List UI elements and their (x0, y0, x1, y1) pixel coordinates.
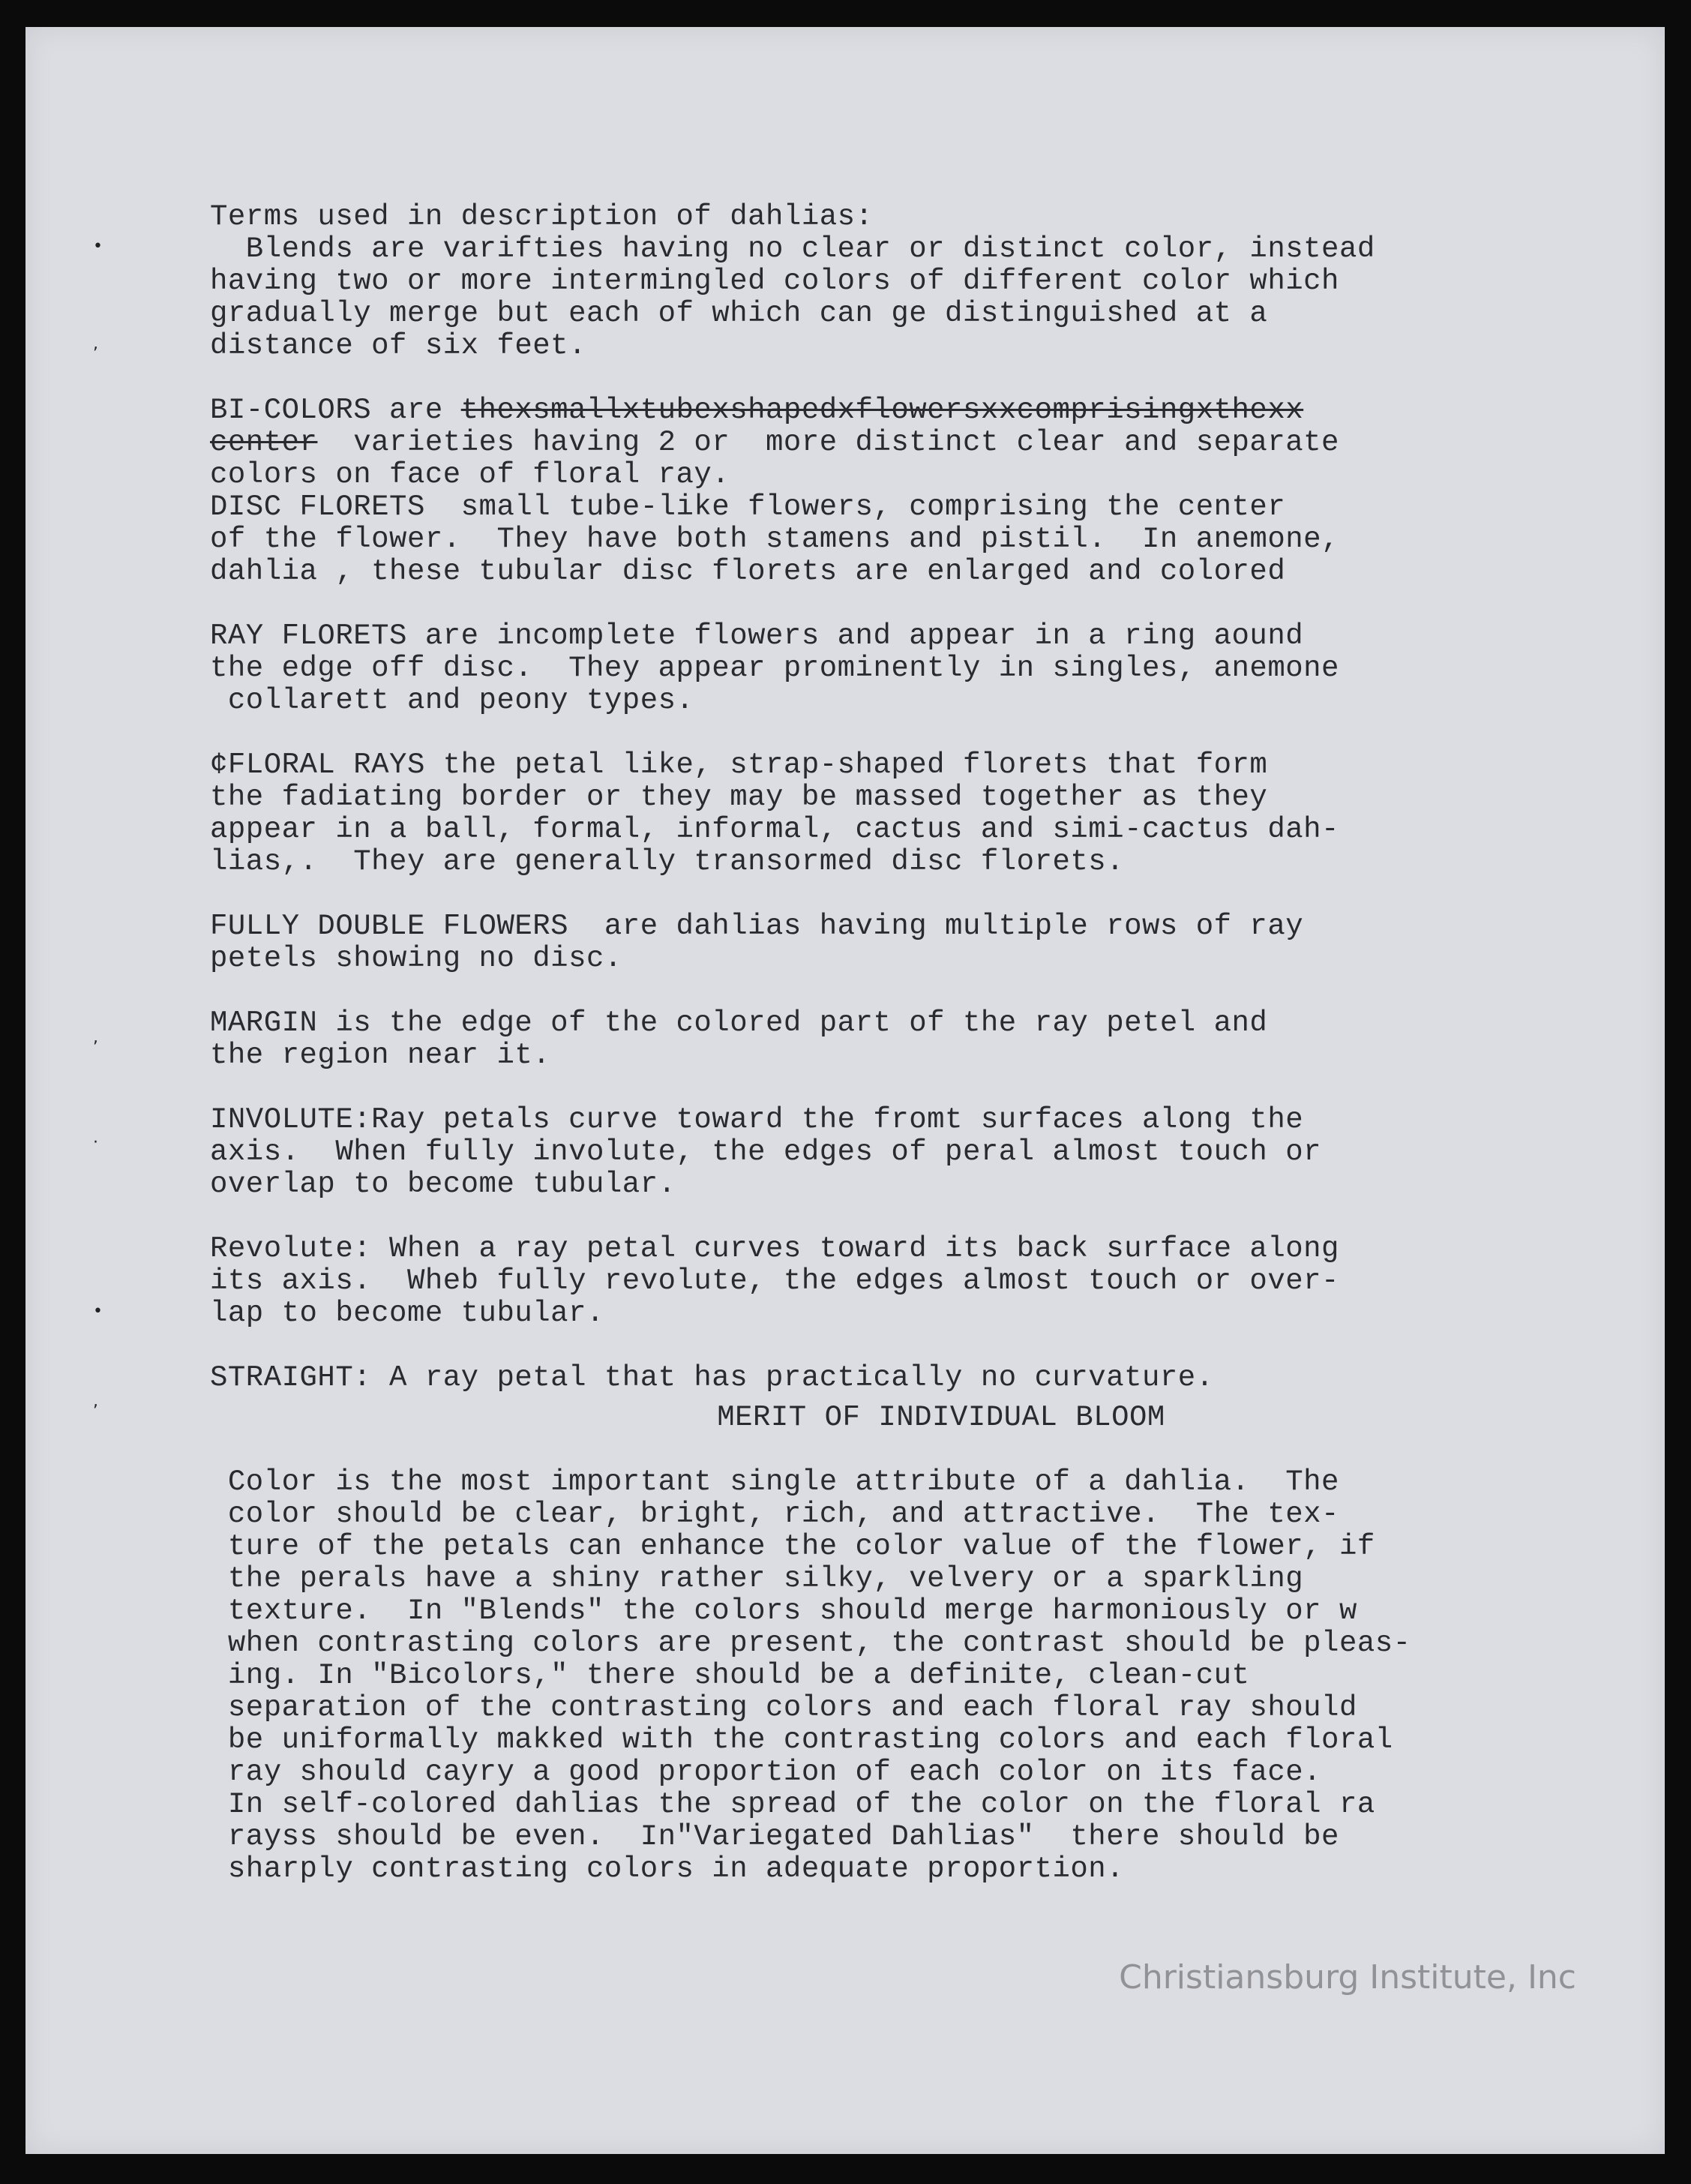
margin-tick-mark: , (93, 1028, 98, 1047)
involute-line-3: overlap to become tubular. (210, 1168, 676, 1201)
fully-double-line-2: petels showing no disc. (210, 942, 622, 975)
blends-line-1: Blends are varifties having no clear or distinct color, instead (210, 232, 1375, 266)
intro-heading: Terms used in description of dahlias: (210, 200, 874, 233)
merit-line-11: In self-colored dahlias the spread of the color on the floral ra (210, 1788, 1375, 1821)
merit-line-5: texture. In "Blends" the colors should merge harmoniously or w (210, 1594, 1357, 1628)
merit-line-8: separation of the contrasting colors and each floral ray should (210, 1691, 1357, 1724)
merit-line-9: be uniformally makked with the contrasting colors and each floral (210, 1724, 1393, 1756)
straight-line: STRAIGHT: A ray petal that has practically no curvature. (210, 1361, 1214, 1394)
ray-line-3: collarett and peony types. (210, 684, 694, 717)
revolute-line-1: Revolute: When a ray petal curves toward its back surface along (210, 1232, 1339, 1265)
margin-tick-mark: , (93, 1392, 98, 1411)
disc-line-3: dahlia , these tubular disc florets are enlarged and colored (210, 555, 1286, 588)
floral-rays-line-4: lias,. They are generally transormed disc florets. (210, 845, 1125, 878)
paper-page (25, 27, 1665, 2154)
merit-line-3: ture of the petals can enhance the color value of the flower, if (210, 1530, 1375, 1563)
merit-heading: MERIT OF INDIVIDUAL BLOOM (717, 1401, 1165, 1434)
margin-tick-mark: • (93, 237, 103, 256)
margin-line-2: the region near it. (210, 1039, 551, 1072)
bicolors-line-1 (210, 394, 1537, 427)
merit-line-12: rayss should be even. In"Variegated Dahlias" there should be (210, 1820, 1339, 1853)
floral-rays-line-3: appear in a ball, formal, informal, cactus and simi-cactus dah- (210, 813, 1339, 846)
blends-line-2: having two or more intermingled colors of different color which (210, 265, 1339, 298)
struck-text: thexsmallxtubexshapedxflowersxxcomprisingxthexx (460, 394, 1304, 427)
blends-line-4: distance of six feet. (210, 329, 586, 362)
margin-tick-mark: • (93, 1302, 103, 1321)
revolute-line-3: lap to become tubular. (210, 1297, 604, 1330)
margin-tick-mark: , (93, 334, 98, 353)
bicolors-prefix: BI-COLORS are (210, 394, 461, 427)
ray-line-1: RAY FLORETS are incomplete flowers and appear in a ring aound (210, 620, 1304, 652)
merit-line-10: ray should cayry a good proportion of each color on its face. (210, 1756, 1322, 1789)
merit-line-7: ing. In "Bicolors," there should be a definite, clean-cut (210, 1659, 1250, 1692)
fully-double-line-1: FULLY DOUBLE FLOWERS are dahlias having multiple rows of ray (210, 910, 1304, 943)
merit-line-1: Color is the most important single attribute of a dahlia. The (210, 1466, 1339, 1498)
floral-rays-line-2: the fadiating border or they may be massed together as they (210, 781, 1268, 814)
merit-line-13: sharply contrasting colors in adequate proportion. (210, 1852, 1125, 1886)
revolute-line-2: its axis. Wheb fully revolute, the edges almost touch or over- (210, 1264, 1339, 1298)
bicolors-line-2 (210, 427, 1537, 459)
bicolors-suffix: varieties having 2 or more distinct clear and separate (317, 426, 1339, 459)
typed-text-body (210, 201, 1537, 1886)
disc-line-1: DISC FLORETS small tube-like flowers, comprising the center (210, 490, 1286, 524)
involute-line-1: INVOLUTE:Ray petals curve toward the fromt surfaces along the (210, 1103, 1304, 1136)
floral-rays-line-1: ¢FLORAL RAYS the petal like, strap-shaped florets that form (210, 748, 1268, 782)
merit-line-2: color should be clear, bright, rich, and attractive. The tex- (210, 1498, 1339, 1531)
merit-line-4: the perals have a shiny rather silky, velvery or a sparkling (210, 1562, 1304, 1595)
involute-line-2: axis. When fully involute, the edges of peral almost touch or (210, 1136, 1322, 1168)
bicolors-line-3: colors on face of floral ray. (210, 458, 730, 491)
disc-line-2: of the flower. They have both stamens and pistil. In anemone, (210, 523, 1339, 556)
struck-text: center (210, 426, 318, 459)
margin-tick-mark: · (93, 1133, 98, 1152)
margin-line-1: MARGIN is the edge of the colored part of the ray petel and (210, 1006, 1268, 1040)
merit-line-6: when contrasting colors are present, the contrast should be pleas- (210, 1627, 1411, 1660)
watermark: Christiansburg Institute, Inc (1119, 1958, 1576, 1996)
ray-line-2: the edge off disc. They appear prominently in singles, anemone (210, 652, 1339, 685)
blends-line-3: gradually merge but each of which can ge distinguished at a (210, 297, 1268, 330)
